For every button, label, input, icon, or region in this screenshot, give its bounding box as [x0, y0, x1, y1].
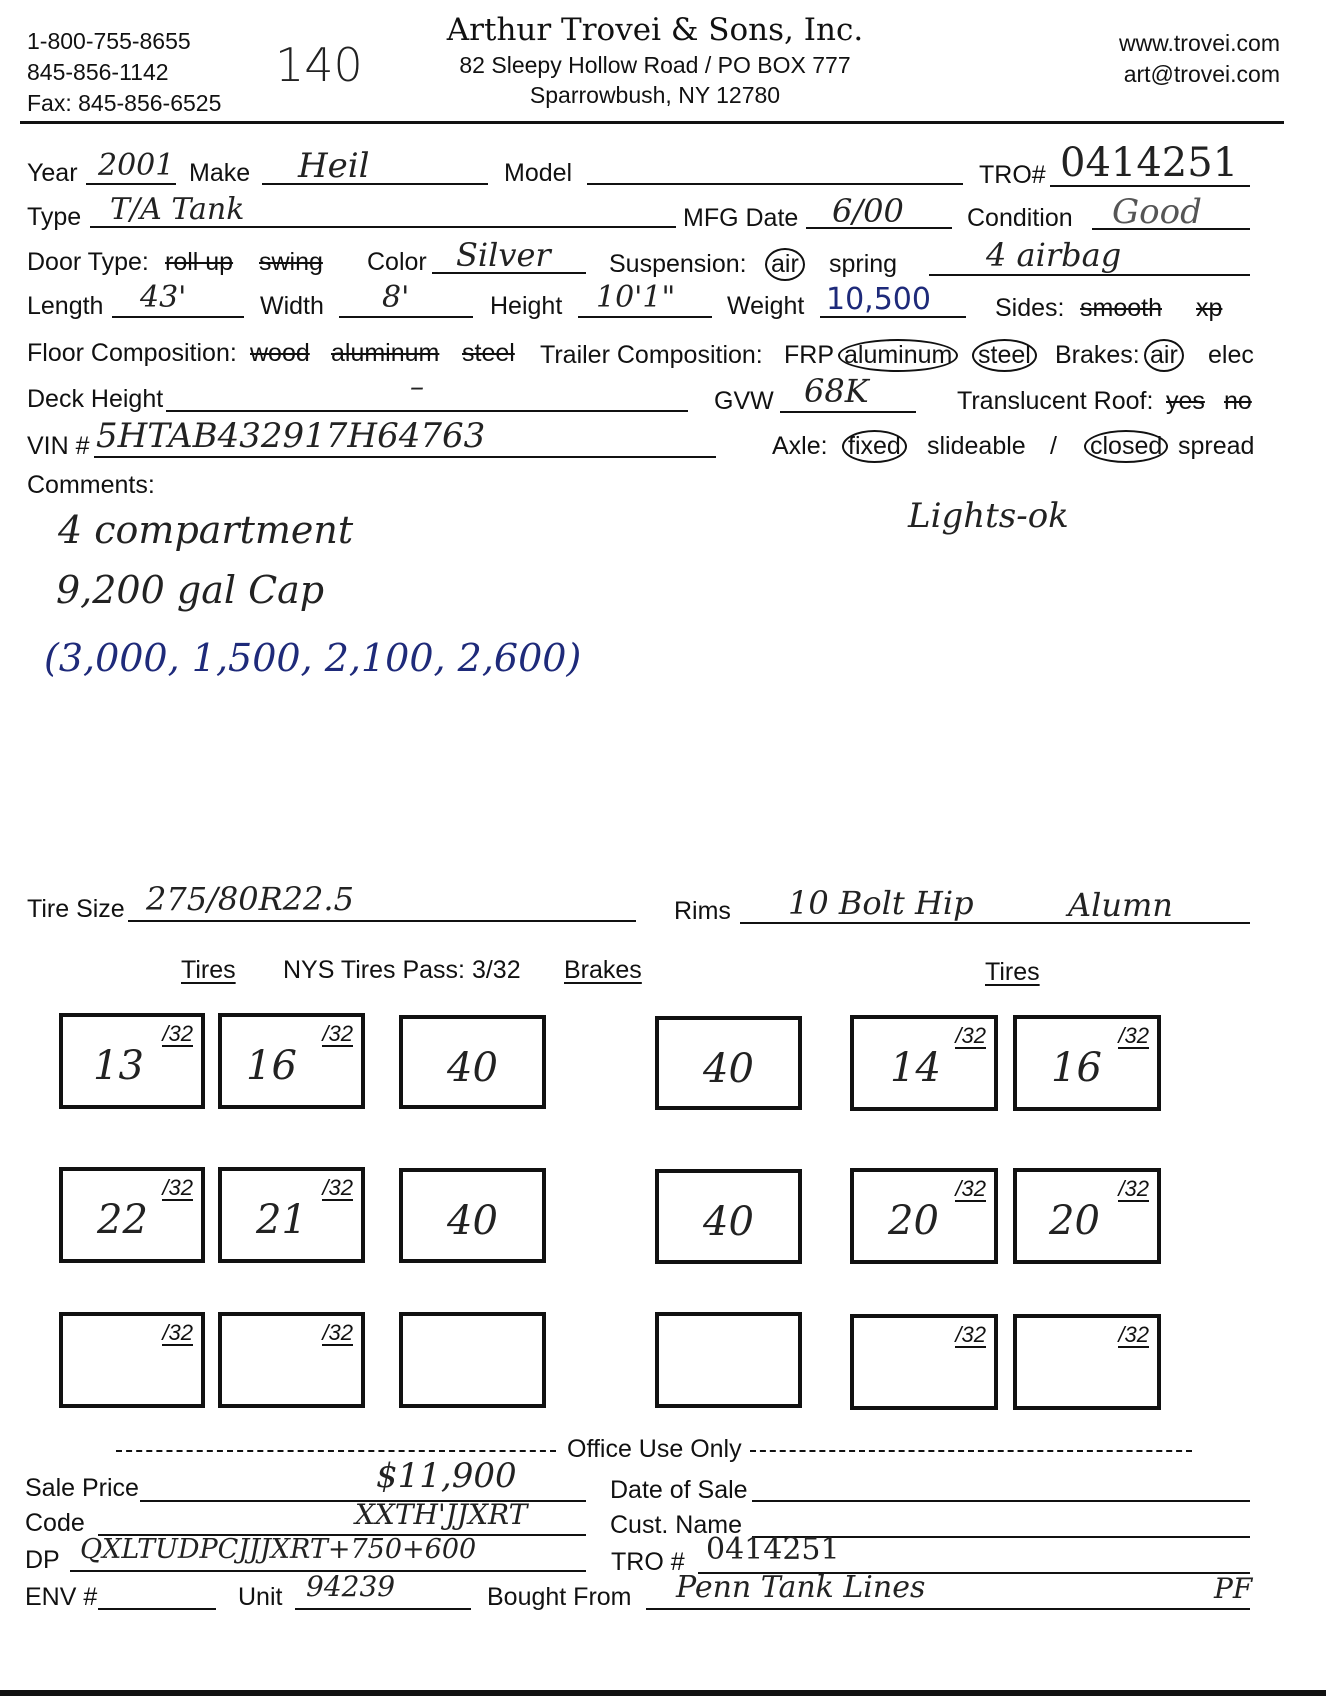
comment-right[interactable]: Lights-ok	[908, 496, 1069, 536]
trailer-composition-label: Trailer Composition:	[540, 341, 763, 369]
floor-composition-label: Floor Composition:	[27, 339, 237, 367]
cust-name-label: Cust. Name	[610, 1511, 742, 1539]
gvw-line	[780, 411, 916, 413]
length-label: Length	[27, 292, 104, 320]
tro-label: TRO#	[979, 161, 1046, 189]
fraction-label: /32	[162, 1175, 193, 1200]
vin-value[interactable]: 5HTAB432917H64763	[96, 416, 486, 456]
phone-local: 845-856-1142	[27, 59, 169, 85]
deck-height-line	[166, 410, 688, 412]
env-label: ENV #	[25, 1583, 98, 1611]
door-option-rollup[interactable]: roll up	[165, 248, 234, 276]
type-label: Type	[27, 203, 82, 231]
office-divider-right	[750, 1450, 1192, 1452]
office-divider-left	[116, 1450, 556, 1452]
tire-box[interactable]	[59, 1167, 205, 1263]
date-of-sale-line	[752, 1500, 1250, 1502]
rims-value[interactable]: 10 Bolt Hip	[788, 884, 974, 922]
office-use-heading: Office Use Only	[567, 1435, 742, 1463]
tire-box[interactable]	[850, 1168, 998, 1264]
suspension-option-air[interactable]: air	[765, 248, 805, 281]
year-line	[86, 183, 176, 185]
unit-line	[295, 1608, 471, 1610]
tires-left-header: Tires	[181, 956, 236, 984]
suspension-note-value[interactable]: 4 airbag	[986, 236, 1122, 274]
brake-value: 40	[447, 1045, 498, 1091]
trailer-option-aluminum[interactable]: aluminum	[838, 339, 958, 372]
width-line	[339, 316, 473, 318]
model-line	[587, 183, 963, 185]
dp-label: DP	[25, 1546, 60, 1574]
condition-label: Condition	[967, 204, 1073, 232]
height-label: Height	[490, 292, 563, 320]
bought-from-value[interactable]: Penn Tank Lines	[676, 1570, 926, 1605]
comment-line-1[interactable]: 4 compartment	[58, 508, 354, 552]
tire-depth-value: 20	[1049, 1198, 1100, 1244]
rims-label: Rims	[674, 897, 731, 925]
width-label: Width	[260, 292, 324, 320]
tire-depth-value: 16	[246, 1043, 297, 1089]
floor-option-aluminum[interactable]: aluminum	[331, 339, 440, 367]
comments-label: Comments:	[27, 471, 155, 499]
tire-depth-value: 22	[97, 1197, 148, 1243]
brakes-option-air[interactable]: air	[1144, 339, 1184, 372]
tires-right-header: Tires	[985, 958, 1040, 986]
brake-box[interactable]	[399, 1168, 546, 1263]
tire-box[interactable]	[1013, 1314, 1161, 1410]
make-label: Make	[189, 159, 251, 187]
initials-value: PF	[1214, 1572, 1253, 1605]
tire-box[interactable]	[59, 1013, 205, 1109]
vin-label: VIN #	[27, 432, 90, 460]
deck-height-label: Deck Height	[27, 385, 164, 413]
axle-option-spread[interactable]: spread	[1178, 432, 1255, 460]
axle-label: Axle:	[772, 432, 828, 460]
sale-price-label: Sale Price	[25, 1474, 139, 1502]
make-line	[262, 183, 488, 185]
code-value[interactable]: XXTH'JJXRT	[355, 1498, 528, 1531]
roof-option-no[interactable]: no	[1224, 387, 1252, 415]
rims-material-value[interactable]: Alumn	[1068, 886, 1173, 924]
dp-value[interactable]: QXLTUDPCJJJXRT+750+600	[80, 1534, 477, 1565]
brake-box[interactable]	[655, 1016, 802, 1110]
tire-box[interactable]	[1013, 1015, 1161, 1111]
bought-from-line	[646, 1608, 1250, 1610]
fraction-label: /32	[1118, 1322, 1149, 1347]
brake-value: 40	[447, 1198, 498, 1244]
header-contacts	[27, 26, 221, 119]
rims-line	[740, 922, 1250, 924]
handwritten-id: 140	[275, 38, 363, 92]
company-address-line2: Sparrowbush, NY 12780	[529, 82, 781, 108]
fraction-label: /32	[955, 1176, 986, 1201]
axle-separator: /	[1050, 432, 1057, 460]
email-link[interactable]: art@trovei.com	[1123, 61, 1280, 87]
mfg-date-value[interactable]: 6/00	[832, 192, 904, 230]
fraction-label: /32	[322, 1175, 353, 1200]
tro-office-value[interactable]: 0414251	[706, 1532, 840, 1567]
suspension-label: Suspension:	[609, 250, 747, 278]
tro-value[interactable]: 0414251	[1060, 140, 1239, 186]
tire-size-label: Tire Size	[27, 895, 125, 923]
trailer-option-steel[interactable]: steel	[972, 339, 1037, 372]
sale-price-value[interactable]: $11,900	[376, 1456, 517, 1496]
nys-pass-note: NYS Tires Pass: 3/32	[283, 956, 521, 984]
length-line	[112, 316, 244, 318]
env-line	[98, 1608, 216, 1610]
fraction-label: /32	[322, 1021, 353, 1046]
company-address-line1: 82 Sleepy Hollow Road / PO BOX 777	[459, 52, 851, 78]
deck-height-value[interactable]: –	[410, 370, 424, 403]
header-web	[1119, 28, 1280, 90]
tro-office-label: TRO #	[611, 1548, 685, 1576]
fraction-label: /32	[162, 1320, 193, 1345]
tire-depth-value: 21	[256, 1197, 307, 1243]
fraction-label: /32	[162, 1021, 193, 1046]
model-label: Model	[504, 159, 573, 187]
tire-box[interactable]	[850, 1314, 998, 1410]
company-block	[420, 12, 890, 109]
tire-box[interactable]	[850, 1015, 998, 1111]
year-label: Year	[27, 159, 78, 187]
axle-option-closed[interactable]: closed	[1084, 430, 1168, 463]
company-name: Arthur Trovei & Sons, Inc.	[446, 12, 864, 48]
year-value[interactable]: 2001	[98, 148, 175, 183]
fraction-label: /32	[322, 1320, 353, 1345]
axle-option-slideable[interactable]: slideable	[927, 432, 1026, 460]
brake-box[interactable]	[655, 1312, 802, 1408]
floor-option-steel[interactable]: steel	[462, 339, 515, 367]
axle-option-fixed[interactable]: fixed	[842, 430, 907, 463]
tire-depth-value: 16	[1051, 1045, 1102, 1091]
brake-value: 40	[703, 1199, 754, 1245]
tire-box[interactable]	[218, 1167, 365, 1263]
sides-option-xp[interactable]: xp	[1196, 294, 1223, 322]
suspension-option-spring[interactable]: spring	[829, 250, 898, 278]
tire-size-value[interactable]: 275/80R22.5	[146, 880, 354, 918]
code-label: Code	[25, 1509, 85, 1537]
sides-option-smooth[interactable]: smooth	[1080, 294, 1162, 322]
fraction-label: /32	[955, 1023, 986, 1048]
date-of-sale-label: Date of Sale	[610, 1476, 748, 1504]
make-value[interactable]: Heil	[298, 146, 370, 186]
tire-size-line	[128, 920, 636, 922]
unit-label: Unit	[238, 1583, 283, 1611]
fraction-label: /32	[1118, 1023, 1149, 1048]
type-value[interactable]: T/A Tank	[110, 192, 245, 227]
color-value[interactable]: Silver	[456, 236, 551, 274]
fraction-label: /32	[1118, 1176, 1149, 1201]
mfg-date-label: MFG Date	[683, 204, 799, 232]
fax-number: Fax: 845-856-6525	[27, 90, 222, 116]
trailer-option-frp[interactable]: FRP	[784, 341, 834, 369]
tire-box[interactable]	[218, 1312, 365, 1408]
condition-value[interactable]: Good	[1112, 192, 1202, 232]
translucent-roof-label: Translucent Roof:	[957, 387, 1154, 415]
brakes-option-elec[interactable]: elec	[1208, 341, 1254, 369]
height-line	[578, 316, 712, 318]
brake-value: 40	[703, 1046, 754, 1092]
unit-value[interactable]: 94239	[306, 1570, 396, 1603]
brakes-header: Brakes	[564, 956, 642, 984]
tire-depth-value: 13	[93, 1043, 144, 1089]
brakes-label: Brakes:	[1055, 341, 1140, 369]
brake-box[interactable]	[655, 1169, 802, 1264]
door-type-label: Door Type:	[27, 248, 149, 276]
color-label: Color	[367, 248, 427, 276]
bought-from-label: Bought From	[487, 1583, 632, 1611]
sides-label: Sides:	[995, 294, 1065, 322]
vin-line	[94, 456, 716, 458]
tire-depth-value: 14	[890, 1045, 941, 1091]
door-option-swing[interactable]: swing	[259, 248, 323, 276]
weight-label: Weight	[727, 292, 805, 320]
comment-line-3[interactable]: (3,000, 1,500, 2,100, 2,600)	[44, 636, 582, 680]
roof-option-yes[interactable]: yes	[1166, 387, 1205, 415]
header-divider	[20, 121, 1284, 124]
tire-box[interactable]	[59, 1312, 205, 1408]
brake-box[interactable]	[399, 1312, 546, 1408]
fraction-label: /32	[955, 1322, 986, 1347]
gvw-value[interactable]: 68K	[804, 372, 869, 410]
width-value[interactable]: 8'	[382, 280, 410, 315]
tire-depth-value: 20	[888, 1198, 939, 1244]
weight-value[interactable]: 10,500	[826, 282, 931, 317]
suspension-note-line	[929, 274, 1250, 276]
gvw-label: GVW	[714, 387, 774, 415]
scan-edge	[0, 1690, 1326, 1696]
height-value[interactable]: 10'1"	[596, 280, 676, 315]
phone-tollfree: 1-800-755-8655	[27, 28, 191, 54]
length-value[interactable]: 43'	[140, 280, 187, 315]
website-link[interactable]: www.trovei.com	[1118, 30, 1280, 56]
comment-line-2[interactable]: 9,200 gal Cap	[56, 568, 325, 612]
brake-box[interactable]	[399, 1015, 546, 1109]
floor-option-wood[interactable]: wood	[250, 339, 310, 367]
tire-box[interactable]	[218, 1013, 365, 1109]
tire-box[interactable]	[1013, 1168, 1161, 1264]
